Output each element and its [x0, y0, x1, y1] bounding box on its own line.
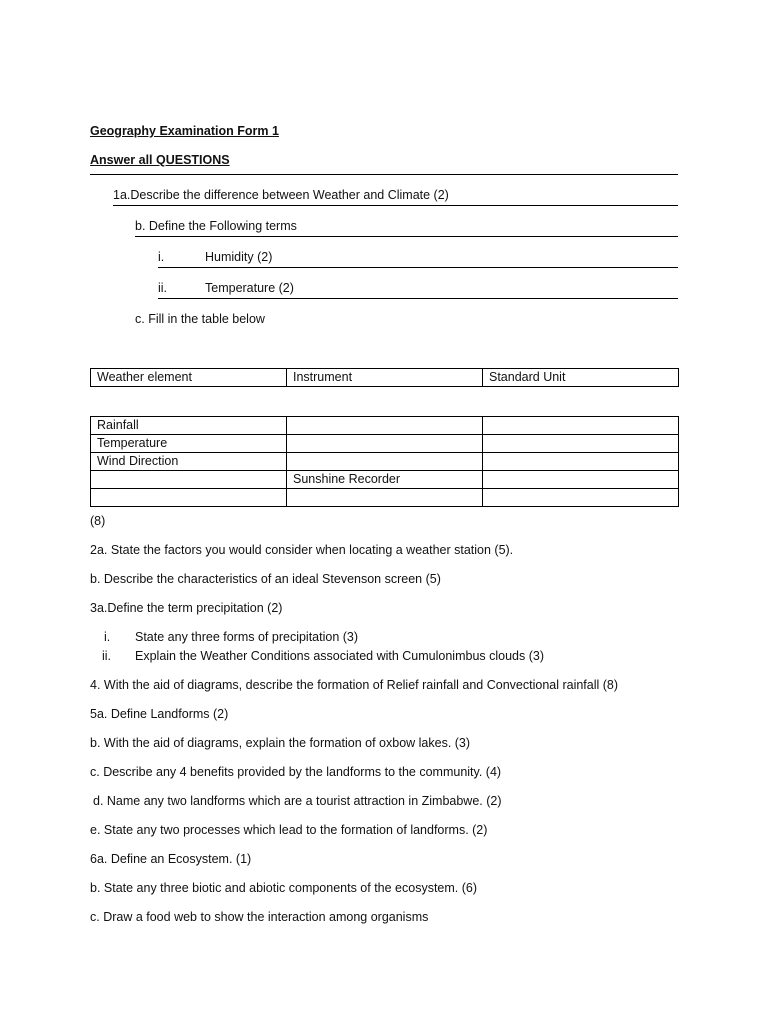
question-1b-ii: Temperature (2): [205, 281, 294, 295]
exam-title: Geography Examination Form 1: [90, 124, 279, 138]
table-cell: [483, 489, 679, 507]
table-cell: Sunshine Recorder: [287, 471, 483, 489]
question-1b-i: Humidity (2): [205, 250, 273, 264]
question-5a: 5a. Define Landforms (2): [90, 707, 229, 721]
table-row: [91, 471, 679, 489]
table-cell: [483, 453, 679, 471]
answer-line-1b-ii: [158, 298, 678, 299]
table-cell: [287, 417, 483, 435]
table-header: [90, 368, 679, 387]
table-cell: Temperature: [91, 435, 287, 453]
question-1b: b. Define the Following terms: [135, 219, 297, 233]
table-cell: [287, 453, 483, 471]
table-cell: [91, 489, 287, 507]
question-6c: c. Draw a food web to show the interaction among organisms: [90, 910, 429, 924]
table-cell: [483, 435, 679, 453]
question-5e: e. State any two processes which lead to the formation of landforms. (2): [90, 823, 488, 837]
table-header-weather-element: Weather element: [91, 369, 287, 387]
table-body: [90, 416, 679, 507]
table-cell: [91, 471, 287, 489]
question-1b-ii-num: ii.: [158, 281, 168, 295]
answer-line-1b: [135, 236, 678, 237]
question-4: 4. With the aid of diagrams, describe the formation of Relief rainfall and Convectional rainfall (8): [90, 678, 619, 692]
answer-line-1b-i: [158, 267, 678, 268]
table-cell: [483, 471, 679, 489]
header-rule: [90, 174, 678, 175]
question-1c: c. Fill in the table below: [135, 312, 265, 326]
question-1a: 1a.Describe the difference between Weather and Climate (2): [113, 188, 449, 202]
table-row: [91, 417, 679, 435]
question-2b: b. Describe the characteristics of an ideal Stevenson screen (5): [90, 572, 441, 586]
question-5d: d. Name any two landforms which are a tourist attraction in Zimbabwe. (2): [93, 794, 502, 808]
question-5b: b. With the aid of diagrams, explain the formation of oxbow lakes. (3): [90, 736, 471, 750]
table-cell: [483, 417, 679, 435]
table-header-instrument: Instrument: [287, 369, 483, 387]
table-marks: (8): [90, 514, 106, 528]
question-6b: b. State any three biotic and abiotic components of the ecosystem. (6): [90, 881, 478, 895]
table-cell: [287, 435, 483, 453]
question-3a: 3a.Define the term precipitation (2): [90, 601, 283, 615]
question-3-ii: Explain the Weather Conditions associated with Cumulonimbus clouds (3): [135, 649, 545, 663]
question-1b-i-num: i.: [158, 250, 165, 264]
answer-line-1a: [113, 205, 678, 206]
table-header-standard-unit: Standard Unit: [483, 369, 679, 387]
table-cell: [287, 489, 483, 507]
question-3-ii-num: ii.: [102, 649, 112, 663]
table-row: [91, 489, 679, 507]
question-3-i: State any three forms of precipitation (3): [135, 630, 359, 644]
table-cell: Rainfall: [91, 417, 287, 435]
table-row: [91, 453, 679, 471]
table-row: [91, 435, 679, 453]
question-3-i-num: i.: [104, 630, 111, 644]
question-2a: 2a. State the factors you would consider when locating a weather station (5).: [90, 543, 514, 557]
question-5c: c. Describe any 4 benefits provided by the landforms to the community. (4): [90, 765, 502, 779]
exam-instruction: Answer all QUESTIONS: [90, 153, 230, 167]
table-cell: Wind Direction: [91, 453, 287, 471]
question-6a: 6a. Define an Ecosystem. (1): [90, 852, 252, 866]
